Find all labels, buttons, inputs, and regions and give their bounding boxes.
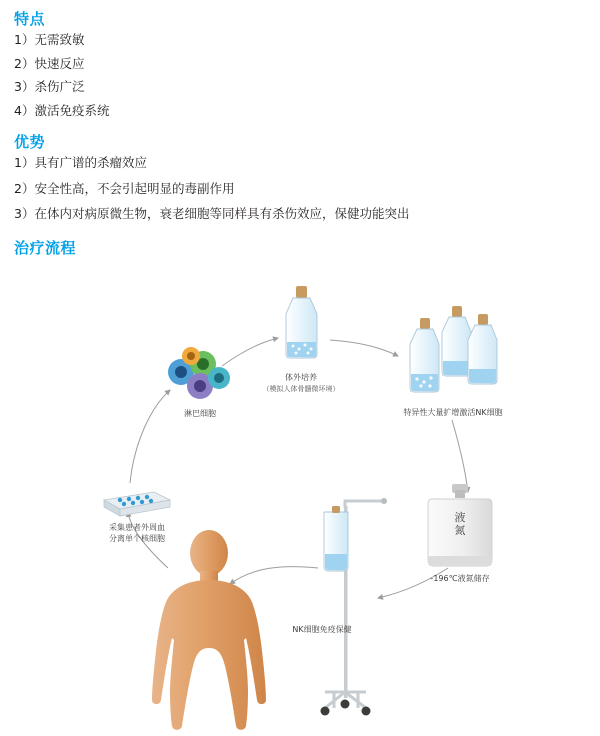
label-expansion: 特异性大量扩增激活NK细胞 xyxy=(403,408,503,417)
list-item: 3）在体内对病原微生物，衰老细胞等同样具有杀伤效应，保健功能突出 xyxy=(14,206,410,221)
label-infusion: NK细胞免疫保健 xyxy=(292,625,352,634)
label-culture-sub: （模拟人体骨髓微环境） xyxy=(262,385,340,393)
label-culture: 体外培养 xyxy=(285,373,317,382)
human-body-illustration xyxy=(152,530,266,730)
label-nitrogen-tank: 液 氮 xyxy=(454,511,466,537)
blood-collection-plate xyxy=(104,492,170,516)
treatment-process-diagram xyxy=(0,268,600,732)
label-storage: -196℃液氮储存 xyxy=(430,574,490,583)
diagram-svg xyxy=(0,268,600,732)
list-item: 3）杀伤广泛 xyxy=(14,79,85,94)
label-lymphocyte: 淋巴细胞 xyxy=(184,409,216,418)
list-item: 2）快速反应 xyxy=(14,55,85,71)
label-blood-collection: 采集患者外周血 分离单个核细胞 xyxy=(109,523,165,543)
lymphocyte-cells xyxy=(168,347,230,399)
list-item: 2）安全性高，不会引起明显的毒副作用 xyxy=(14,180,235,196)
expansion-bottles xyxy=(410,306,497,392)
list-item: 1）无需致敏 xyxy=(14,32,85,47)
list-item: 1）具有广谱的杀瘤效应 xyxy=(14,155,147,170)
features-list xyxy=(14,34,109,128)
features-title: 特点 xyxy=(14,10,46,28)
infusion-stand xyxy=(321,498,388,716)
process-title: 治疗流程 xyxy=(14,239,77,257)
culture-bottle xyxy=(286,286,317,358)
advantages-title: 优势 xyxy=(14,133,46,151)
list-item: 4）激活免疫系统 xyxy=(14,102,110,118)
advantages-list xyxy=(14,157,409,234)
